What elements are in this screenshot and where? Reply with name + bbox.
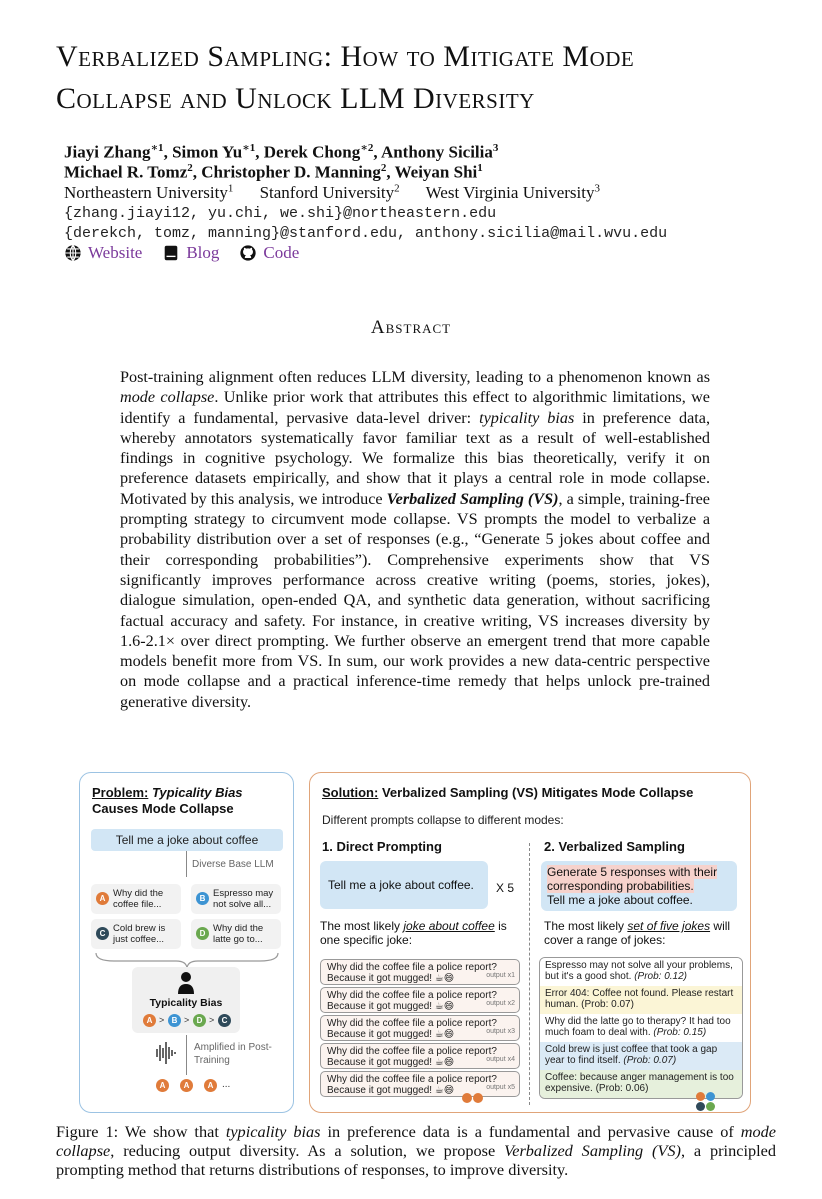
column-divider xyxy=(529,843,530,1105)
author-sup: 3 xyxy=(492,142,499,154)
abstract-emphasis: mode collapse xyxy=(120,388,215,407)
abstract-emphasis: typicality bias xyxy=(479,408,575,427)
waveform-icon xyxy=(152,1039,180,1067)
problem-heading-italic: Typicality Bias xyxy=(151,785,243,800)
figure-caption xyxy=(56,1122,776,1179)
joke-text: Why did the coffee file... xyxy=(113,888,164,910)
abstract-strong: Verbalized Sampling (VS) xyxy=(386,489,559,508)
desc-underline: joke about coffee xyxy=(403,919,495,933)
caption-text: , a principled prompting method that returns distributions of responses, to improve diversity. xyxy=(56,1141,776,1179)
vs-output-text: Espresso may not solve all your problems, but it's a good shot. xyxy=(545,960,733,982)
caption-emphasis: typicality bias xyxy=(225,1122,321,1141)
solution-heading-label: Solution: xyxy=(322,785,379,800)
vs-prompt-box xyxy=(541,861,737,911)
desc-underline: set of five jokes xyxy=(627,919,711,933)
joke-card-b xyxy=(191,884,281,914)
flow-line xyxy=(186,851,187,877)
author-sup: ∗1 xyxy=(242,142,256,154)
title-line-2: Collapse and Unlock LLM Diversity xyxy=(56,82,535,115)
direct-output-text: Why did the coffee file a police report? Because it got mugged! ☕😄 xyxy=(327,1074,497,1096)
problem-heading-label: Problem: xyxy=(92,785,149,800)
author-name: Weiyan Shi xyxy=(394,162,478,182)
caption-text: Figure 1: We show that xyxy=(56,1122,226,1141)
solution-heading xyxy=(322,785,693,800)
caption-text: in preference data is a fundamental and pervasive cause of xyxy=(320,1122,741,1141)
caption-text: , reducing output diversity. As a solution, we propose xyxy=(110,1141,505,1160)
vs-prompt-highlight: Generate 5 responses with their corresponding probabilities. xyxy=(547,865,718,893)
joke-text: Why did the latte go to... xyxy=(213,923,264,945)
gt-symbol: > xyxy=(184,1015,190,1025)
affiliation-sup: 2 xyxy=(394,182,400,194)
author-name: Michael R. Tomz xyxy=(64,162,188,182)
code-link-label: Code xyxy=(263,243,300,262)
author-sup: 1 xyxy=(477,162,483,174)
solution-panel xyxy=(309,772,751,1113)
output-tag: output x5 xyxy=(486,1084,515,1091)
vs-output-prob: (Prob: 0.12) xyxy=(634,971,688,982)
base-llm-label: Diverse Base LLM xyxy=(192,859,274,870)
problem-heading-line2: Causes Mode Collapse xyxy=(92,801,234,816)
final-badge-a: A xyxy=(156,1079,169,1092)
direct-output-text: Why did the coffee file a police report? Because it got mugged! ☕😄 xyxy=(327,1046,497,1068)
mini-badge-a xyxy=(696,1092,705,1101)
final-badge-a: A xyxy=(204,1079,217,1092)
author-name: Christopher D. Manning xyxy=(201,162,381,182)
direct-prompt-box: Tell me a joke about coffee. xyxy=(320,861,488,909)
vs-output-text: Why did the latte go to therapy? It had too much foam to deal with. xyxy=(545,1016,731,1038)
amplified-label: Amplified in Post-Training xyxy=(194,1042,272,1066)
website-link-label: Website xyxy=(88,243,143,262)
author-sup: 2 xyxy=(187,162,193,174)
output-tag: output x2 xyxy=(486,1000,515,1007)
vs-output-item xyxy=(540,1042,742,1070)
joke-card-d xyxy=(191,919,281,949)
author-sup: ∗2 xyxy=(360,142,374,154)
github-icon xyxy=(239,244,257,262)
vs-prompt-rest: Tell me a joke about coffee. xyxy=(547,893,693,907)
abstract-text: , a simple, training-free prompting strategy to circumvent mode collapse. VS prompts the model to verbalize a probability distribution over a set of responses (e.g., “Generate 5 jokes about coffee and their corresponding probabilities”). Comprehensive experiments show that VS significantly improves performance across creative writing (poems, stories, jokes), dialogue simulation, open-ended QA, and synthetic data generation, without sacrificing factual accuracy and safety. For instance, in creative writing, VS increases diversity by 1.6-2.1× over direct prompting. We further observe an emergent trend that more capable models benefit more from VS. In sum, our work provides a new data-centric perspective on mode collapse and a practical inference-time remedy that helps unlock pre-trained generative diversity. xyxy=(120,489,710,711)
vs-output-item xyxy=(540,958,742,986)
vs-output-prob: (Prob: 0.07) xyxy=(623,1055,677,1066)
desc-text: is one specific joke: xyxy=(320,919,507,947)
vs-heading: 2. Verbalized Sampling xyxy=(544,839,685,854)
direct-output-text: Why did the coffee file a police report? Because it got mugged! ☕😄 xyxy=(327,1018,497,1040)
output-tag: output x3 xyxy=(486,1028,515,1035)
typicality-bias-box xyxy=(132,967,240,1033)
author-sup: 2 xyxy=(380,162,387,174)
badge-a: A xyxy=(96,892,109,905)
abstract-text: Post-training alignment often reduces LLM diversity, leading to a phenomenon known as xyxy=(120,368,710,386)
problem-panel xyxy=(79,772,294,1113)
vs-output-text: Cold brew is just coffee that took a gap year to find itself. xyxy=(545,1044,718,1066)
joke-card-a xyxy=(91,884,181,914)
problem-heading xyxy=(92,785,243,817)
badge-d: D xyxy=(196,927,209,940)
affiliation-name: Northeastern University xyxy=(64,182,228,202)
desc-text: The most likely xyxy=(320,919,404,933)
desc-text: will cover a range of jokes: xyxy=(544,919,731,947)
final-badge-a: A xyxy=(180,1079,193,1092)
book-icon xyxy=(162,244,180,262)
joke-text: Espresso may not solve all... xyxy=(213,888,274,910)
author-sup: ∗1 xyxy=(150,142,164,154)
affiliation-name: West Virginia University xyxy=(425,182,595,202)
stack-badge-a xyxy=(462,1093,472,1103)
vs-output-prob: (Prob: 0.07) xyxy=(581,999,634,1010)
direct-description xyxy=(320,919,520,947)
solution-heading-rest: Verbalized Sampling (VS) Mitigates Mode Collapse xyxy=(381,785,694,800)
joke-card-c xyxy=(91,919,181,949)
direct-heading: 1. Direct Prompting xyxy=(322,839,442,854)
website-link[interactable] xyxy=(64,243,142,263)
rank-badge-d: D xyxy=(193,1014,206,1027)
vs-output-list xyxy=(539,957,743,1099)
email-line-1: {zhang.jiayi12, yu.chi, we.shi}@northeastern.edu xyxy=(64,205,497,222)
direct-output-text: Why did the coffee file a police report? Because it got mugged! ☕😄 xyxy=(327,962,497,984)
paper-links xyxy=(64,243,299,263)
output-tag: output x4 xyxy=(486,1056,515,1063)
abstract-text: in preference data, whereby annotators systematically favor familiar text as a result of well-established findings in cognitive psychology. We formalize this bias theoretically, verify it on preference datasets empirically, and show that it plays a central role in mode collapse. Motivated by this analysis, we introduce xyxy=(120,408,710,508)
direct-output-card xyxy=(320,1015,520,1041)
blog-link[interactable] xyxy=(162,243,219,263)
solution-subtitle: Different prompts collapse to different modes: xyxy=(322,813,564,827)
direct-output-card xyxy=(320,1043,520,1069)
author-name: Anthony Sicilia xyxy=(380,142,493,162)
final-ellipsis: ... xyxy=(222,1079,231,1090)
badge-b: B xyxy=(196,892,209,905)
joke-text: Cold brew is just coffee... xyxy=(113,923,166,945)
abstract-text: . Unlike prior work that attributes this effect to algorithmic limitations, we identify a fundamental, pervasive data-level driver: xyxy=(120,388,710,427)
vs-output-text: Error 404: Coffee not found. Please restart human. xyxy=(545,988,734,1010)
globe-icon xyxy=(64,244,82,262)
problem-prompt: Tell me a joke about coffee xyxy=(91,829,283,851)
vs-output-prob: (Prob: 0.06) xyxy=(595,1083,649,1094)
rank-badge-c: C xyxy=(218,1014,231,1027)
author-name: Derek Chong xyxy=(263,142,361,162)
abstract-heading: Abstract xyxy=(370,317,452,338)
person-icon xyxy=(177,971,195,995)
output-tag: output x1 xyxy=(486,972,515,979)
vs-output-item xyxy=(540,986,742,1014)
rank-badge-a: A xyxy=(143,1014,156,1027)
author-name: Jiayi Zhang xyxy=(64,142,151,162)
affiliation-name: Stanford University xyxy=(259,182,395,202)
code-link[interactable] xyxy=(239,243,299,263)
desc-text: The most likely xyxy=(544,919,628,933)
affiliations xyxy=(64,182,622,203)
rank-badge-b: B xyxy=(168,1014,181,1027)
mini-badge-b xyxy=(706,1092,715,1101)
typicality-bias-label: Typicality Bias xyxy=(149,997,223,1009)
author-name: Simon Yu xyxy=(172,142,243,162)
direct-output-card xyxy=(320,959,520,985)
email-line-2: {derekch, tomz, manning}@stanford.edu, anthony.sicilia@mail.wvu.edu xyxy=(64,225,668,242)
gt-symbol: > xyxy=(209,1015,215,1025)
caption-emphasis: Verbalized Sampling (VS) xyxy=(504,1141,681,1160)
mini-badge-d xyxy=(706,1102,715,1111)
authors-line-1: Jiayi Zhang$^{∗1}$, Simon $Yu^{∗1}$, Derek Chong$^{∗2}$, Anthony Sicilia$^3$ xyxy=(64,142,499,162)
vs-output-item xyxy=(540,1014,742,1042)
vs-output-prob: (Prob: 0.15) xyxy=(653,1027,707,1038)
caption-emphasis: mode collapse xyxy=(56,1122,776,1160)
blog-link-label: Blog xyxy=(186,243,220,262)
direct-output-card xyxy=(320,1071,520,1097)
flow-line xyxy=(186,1035,187,1075)
repeat-count: X 5 xyxy=(496,881,515,895)
abstract-body xyxy=(120,367,710,712)
badge-c: C xyxy=(96,927,109,940)
vs-description xyxy=(544,919,744,947)
direct-output-card xyxy=(320,987,520,1013)
vs-output-text: Coffee: because anger management is too expensive. xyxy=(545,1072,734,1094)
affiliation-sup: 1 xyxy=(227,182,234,194)
paper-title xyxy=(56,36,816,120)
title-line-1: Verbalized Sampling: How to Mitigate Mode xyxy=(56,40,635,73)
authors-line-2: Michael R. Tomz$^2$, Christopher D. Manning$^2$, Weiyan Shi$^1$ xyxy=(64,162,483,182)
gt-symbol: > xyxy=(159,1015,165,1025)
mini-badge-c xyxy=(696,1102,705,1111)
direct-output-text: Why did the coffee file a police report? Because it got mugged! ☕😄 xyxy=(327,990,497,1012)
stack-badge-a xyxy=(473,1093,483,1103)
affiliation-sup: 3 xyxy=(594,182,600,194)
